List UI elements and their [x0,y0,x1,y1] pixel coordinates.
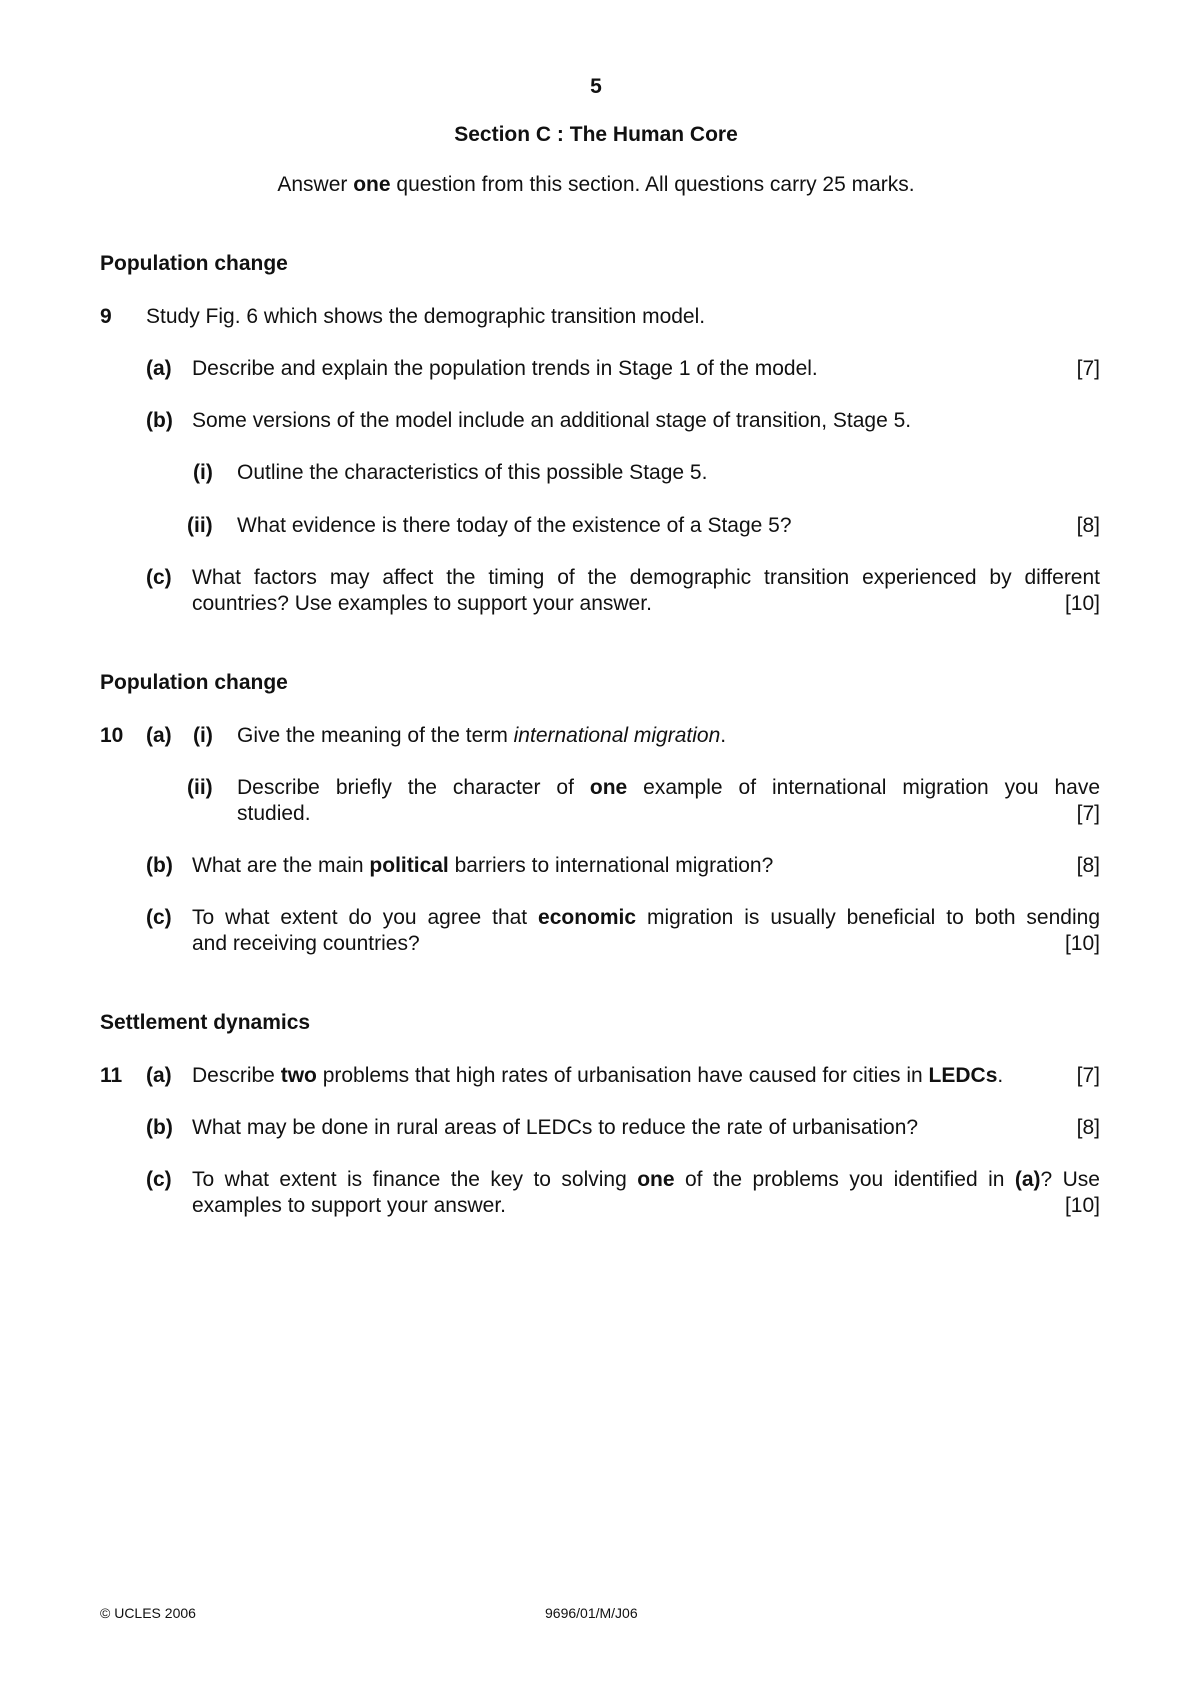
q9a-text: Describe and explain the population trends in Stage 1 of the model. [192,357,818,380]
q11c-label: (c) [146,1168,172,1191]
q10aii-label: (ii) [187,776,213,799]
q10c-text-line2: and receiving countries? [192,932,420,955]
q10b-text: What are the main political barriers to international migration? [192,854,774,877]
q10-number: 10 [100,724,124,747]
q9b-label: (b) [146,409,173,432]
q11a-mark: [7] [1076,1064,1100,1087]
q9bii-mark: [8] [1076,514,1100,537]
footer-copyright: © UCLES 2006 [100,1605,196,1621]
q10-topic-heading: Population change [100,671,288,694]
q9c-label: (c) [146,566,172,589]
q10aii-text-line2: studied. [237,802,311,825]
q9c-mark: [10] [1064,592,1100,615]
q9a-label: (a) [146,357,172,380]
q11c-mark: [10] [1064,1194,1100,1217]
footer-paper-code: 9696/01/M/J06 [545,1605,638,1621]
page-number: 5 [590,75,602,98]
q9bii-text: What evidence is there today of the existence of a Stage 5? [237,514,792,537]
q9b-text: Some versions of the model include an additional stage of transition, Stage 5. [192,409,912,432]
section-instruction: Answer one question from this section. All questions carry 25 marks. [277,173,915,196]
q10c-label: (c) [146,906,172,929]
q10ai-label: (i) [193,724,213,747]
q11c-text-line2: examples to support your answer. [192,1194,506,1217]
q10c-text-line1: To what extent do you agree that economic migration is usually beneficial to both sending [192,906,1100,929]
section-title: Section C : The Human Core [454,123,738,146]
q9-number: 9 [100,305,112,328]
q10a-label: (a) [146,724,172,747]
q10c-mark: [10] [1064,932,1100,955]
q10aii-text-line1: Describe briefly the character of one example of international migration you have [237,776,1101,799]
q9-topic-heading: Population change [100,252,288,275]
q11a-text: Describe two problems that high rates of urbanisation have caused for cities in LEDCs. [192,1064,1004,1087]
q9c-text-line2: countries? Use examples to support your answer. [192,592,652,615]
q10b-mark: [8] [1076,854,1100,877]
q11b-text: What may be done in rural areas of LEDCs to reduce the rate of urbanisation? [192,1116,919,1139]
q10ai-text: Give the meaning of the term international migration. [237,724,727,747]
q11a-label: (a) [146,1064,172,1087]
q9bii-label: (ii) [187,514,213,537]
q11-number: 11 [100,1064,123,1087]
q11c-text-line1: To what extent is finance the key to solving one of the problems you identified in (a)? Use [192,1168,1100,1191]
q11b-mark: [8] [1076,1116,1100,1139]
q9bi-text: Outline the characteristics of this possible Stage 5. [237,461,708,484]
q10b-label: (b) [146,854,173,877]
q9a-mark: [7] [1076,357,1100,380]
q9bi-label: (i) [193,461,213,484]
q9c-text-line1: What factors may affect the timing of the demographic transition experienced by different [192,566,1100,589]
q10a-mark: [7] [1076,802,1100,825]
q9-stem: Study Fig. 6 which shows the demographic transition model. [146,305,706,328]
q11b-label: (b) [146,1116,173,1139]
q11-topic-heading: Settlement dynamics [100,1011,311,1034]
